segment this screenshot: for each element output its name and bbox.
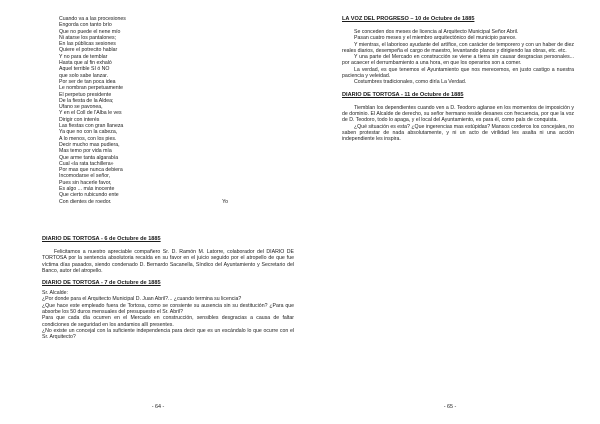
article-body-7-oct [42, 296, 294, 340]
poem-line: Las fiestas con gran llaneza [59, 123, 124, 130]
poem-line: Dirigir con interés [59, 116, 100, 123]
poem-line: Ufano se pavonea, [59, 104, 103, 111]
poem-line: Y en el Coll de l'Alba le ves [59, 110, 122, 117]
poem-line: que solo sabe lanzar. [59, 72, 109, 79]
paragraph: ¿Por donde para el Arquitecto Municipal D. Juan Abril?... ¿cuando termina su licencia? [42, 296, 242, 303]
paragraph: ¿No existe un concejal con la suficiente independencia para decir que es un escándalo lo que ocurre con el Sr. Arquitecto? [42, 327, 294, 341]
poem-line: Ya que no con la cabeza, [59, 129, 118, 136]
paragraph: ¿Qué situación es esta? ¿Que ingerencias mas estúpidas? Mansos corderos los concejales, no saben protestar de nada absolutamente, y ni un acto de virilidad les asalta ni una acción independiente les inspira. [342, 123, 575, 143]
paragraph: Costumbres tradicionales, como diría La Verdad. [354, 79, 467, 86]
article-body-11-oct [342, 105, 574, 143]
paragraph: La verdad, es que tenemos el Ayuntamiento que nos merecemos, en justo castigo a nuestra paciencia y veleidad. [342, 66, 574, 80]
poem-line: Es algo ... más inocente [59, 186, 115, 193]
poem-line: Que no puede el nene mío [59, 28, 121, 35]
poem-signature: Yo [222, 198, 228, 205]
left-page-column [42, 16, 294, 340]
poem-line: Pues sin hacerle favor, [59, 179, 112, 186]
article-body-10-oct [342, 29, 574, 86]
article-heading-10-oct: LA VOZ DEL PROGRESO – 10 de Octubre de 1885 [342, 16, 475, 22]
paragraph: Pasan cuatro meses y el miembro arquitectónico del municipio parece. [354, 35, 517, 42]
poem-line: Mas temo por vida mía [59, 148, 112, 155]
poem-line: Quiere el potrecito hablar [59, 47, 118, 54]
poem-last-verse: Con dientes de roedor. [59, 198, 112, 205]
article-body-6-oct [42, 249, 294, 274]
page-number-right: - 65 - [443, 404, 457, 410]
poem-line: A lo menos, con los pies. [59, 135, 117, 142]
paragraph: Para que cada día ocurren en el Mercado en construcción, sensibles desgracias a causa de faltar condiciones de seguridad en los andamios allí presentes. [42, 315, 294, 328]
poem-line: Decir mucho mas pudiera, [59, 141, 120, 148]
paragraph: Tiemblan los dependientes cuando ven a D. Teodoro aglanse en los momentos de imposición y de dominio. El Alcalde de derecho, su señor hermano reside desanes con frecuencia, por que la voz de D. Teodoro, todo lo apaga, y el local del Ayuntamiento, es para él, como país de conquista. [342, 104, 574, 124]
poem-line: Por mas que nunca debiera [59, 167, 123, 174]
poem-line: Que arme tanta algarabía [59, 154, 119, 161]
right-page-column [342, 16, 574, 142]
paragraph: Y una parte del Mercado en construcción se viene a tierra sin causar desgracias personales... por acaecer el derrumbamiento a una hora, en que los operarios son a comer. [342, 54, 574, 67]
paragraph: Se conceden dos meses de licencia al Arquitecto Municipal Señor Abril. [354, 29, 519, 35]
article-heading-7-oct: DIARIO DE TORTOSA - 7 de Octubre de 1885 [42, 280, 161, 287]
paragraph: Y mientras, el laborioso ayudante del artífice, con carácter de temporero y con un haber de diez reales diarios, desempeña el cargo de maestro, levantando planos y dirigiendo las obras, etc. etc. [342, 41, 574, 54]
poem-line: Ni atarse los pantalones; [59, 34, 117, 41]
poem [42, 16, 294, 199]
poem-line: En las públicas sesiones [59, 41, 116, 48]
poem-line: Aquel terrible SI ó NO [59, 66, 110, 73]
salutation: Sr. Alcalde: [42, 290, 68, 297]
paragraph: Felicitamos a nuestro apreciable compañero Sr. D. Ramón M. Latorre, colaborador del DIARIO DE TORTOSA por la sentencia absolutoria recaída en su favor en el juicio seguido por el atropello de que fue víctima días pasados, siendo condenado D. Bernardo Sacanella, Síndico del Ayuntamiento y Secretario del Banco, autor del atropello. [42, 248, 294, 274]
poem-line: El perpetuo presidente [59, 91, 112, 98]
poem-line: Y no para de temblar [59, 53, 108, 60]
poem-line: De la fiesta de la Aldea; [59, 97, 114, 104]
article-heading-11-oct: DIARIO DE TORTOSA - 11 de Octubre de 1885 [342, 91, 464, 98]
page-number-left: - 64 - [151, 404, 165, 410]
poem-line: Cuando va a las procesiones [59, 16, 126, 22]
poem-line: Le nombran perpetuamente [59, 85, 124, 92]
poem-line: Engorda con tanto brío [59, 22, 112, 29]
poem-line: Incomodarse el señor, [59, 173, 111, 180]
poem-line: Por ser de tan poca idea [59, 78, 116, 85]
poem-line: Hasta que al fin exhaló [59, 60, 112, 67]
article-heading-6-oct: DIARIO DE TORTOSA - 6 de Octubre de 1885 [42, 235, 161, 242]
paragraph: ¿Que hace este empleado fuera de Tortosa, como se consiente su ausencia sin su destitución? ¿Para que absorbe los 50 duros mensuales del presupuesto el Sr. Abril? [42, 302, 294, 315]
poem-line: Que cierto rubicundo ente [59, 192, 119, 199]
poem-line: Cual «la rata tachillera» [59, 160, 114, 167]
